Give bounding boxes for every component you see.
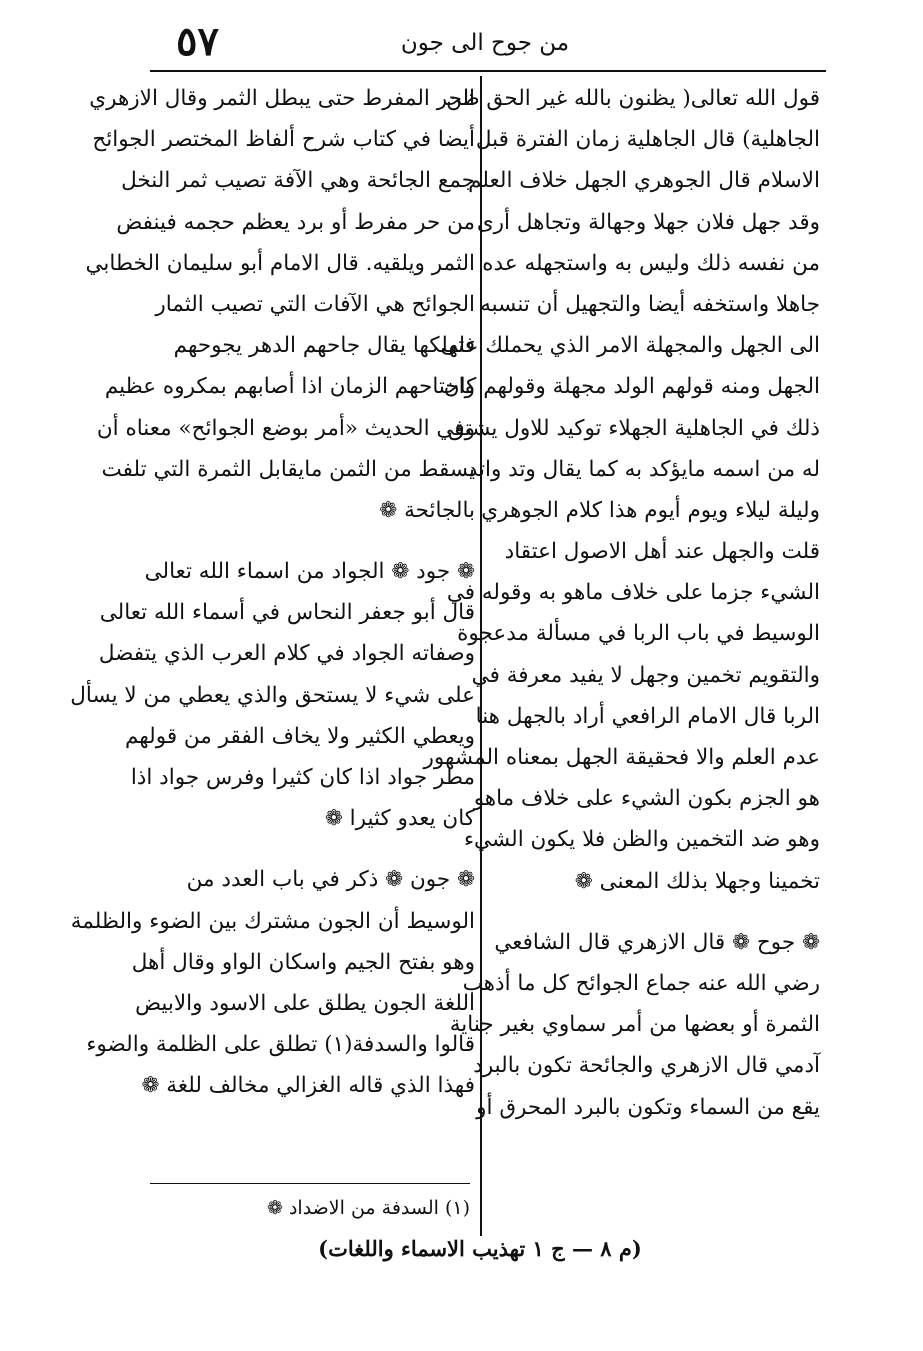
footnote-rule xyxy=(150,1183,470,1184)
text-line: كان يعدو كثيرا ❁ xyxy=(324,806,475,832)
text-line: الاسلام قال الجوهري الجهل خلاف العلم xyxy=(468,168,820,194)
entry-gap xyxy=(140,531,475,551)
text-line: هو الجزم بكون الشيء على خلاف ماهو xyxy=(473,786,820,812)
text-line: وصفاته الجواد في كلام العرب الذي يتفضل xyxy=(98,641,475,667)
text-line: الثمر ويلقيه. قال الامام أبو سليمان الخطابي xyxy=(85,250,475,276)
text-line: وليلة ليلاء ويوم أيوم هذا كلام الجوهري xyxy=(481,497,820,523)
text-line: مطر جواد اذا كان كثيرا وفرس جواد اذا xyxy=(130,765,475,790)
text-line: الجاهلية) قال الجاهلية زمان الفترة قبل xyxy=(475,127,820,153)
text-line: من حر مفرط أو برد يعظم حجمه فينفض xyxy=(116,209,475,235)
text-line: ذلك في الجاهلية الجهلاء توكيد للاول يشتق xyxy=(447,415,820,441)
text-line: ❁ جوح ❁ قال الازهري قال الشافعي xyxy=(494,929,820,955)
text-line: بالجائحة ❁ xyxy=(379,497,475,523)
footnote: (١) السدفة من الاضداد ❁ xyxy=(267,1197,470,1219)
text-line: جمع الجائحة وهي الآفة تصيب ثمر النخل xyxy=(121,168,475,194)
text-line: واجتاحهم الزمان اذا أصابهم بمكروه عظيم xyxy=(104,374,475,400)
text-line: وقد جهل فلان جهلا وجهالة وتجاهل أرى xyxy=(476,209,820,235)
entry-gap xyxy=(486,902,820,922)
text-line: قالوا والسدفة(١) تطلق على الظلمة والضوء xyxy=(86,1032,475,1058)
text-line: عدم العلم والا فحقيقة الجهل بمعناه المشهور xyxy=(423,745,820,770)
text-line: آدمي قال الازهري والجائحة تكون بالبرد xyxy=(473,1053,820,1079)
text-line: فتهلكها يقال جاحهم الدهر يجوحهم xyxy=(173,333,475,359)
text-line: يقع من السماء وتكون بالبرد المحرق أو xyxy=(476,1094,820,1120)
text-line: قال أبو جعفر النحاس في أسماء الله تعالى xyxy=(99,600,475,626)
left-column xyxy=(70,78,475,1168)
column-divider xyxy=(480,76,482,1236)
text-line: الجوائح هي الآفات التي تصيب الثمار xyxy=(155,291,475,317)
text-line: الشيء جزما على خلاف ماهو به وقوله في xyxy=(446,580,820,606)
text-line: ❁ جون ❁ ذكر في باب العدد من xyxy=(186,867,475,893)
text-line: على شيء لا يستحق والذي يعطي من لا يسأل xyxy=(70,682,475,708)
text-line: وفي الحديث «أمر بوضع الجوائح» معناه أن xyxy=(96,415,475,441)
header-rule xyxy=(150,70,826,72)
text-line: الوسيط في باب الربا في مسألة مدعجوة xyxy=(457,621,820,647)
text-line: رضي الله عنه جماع الجوائح كل ما أذهب xyxy=(462,970,820,996)
text-line: والتقويم تخمين وجهل لا يفيد معرفة في xyxy=(471,662,820,688)
text-line: الوسيط أن الجون مشترك بين الضوء والظلمة xyxy=(70,908,475,934)
text-line: من نفسه ذلك وليس به واستجهله عده xyxy=(482,250,820,276)
page-number: ٥٧ xyxy=(176,18,219,65)
text-line: جاهلا واستخفه أيضا والتجهيل أن تنسبه xyxy=(480,291,820,317)
text-line: قلت والجهل عند أهل الاصول اعتقاد xyxy=(504,539,820,565)
text-line: الجهل ومنه قولهم الولد مجهلة وقولهم كان xyxy=(443,374,820,400)
text-line: له من اسمه مايؤكد به كما يقال وتد واتد xyxy=(467,456,820,482)
text-line: يسقط من الثمن مايقابل الثمرة التي تلفت xyxy=(101,456,475,482)
text-line: الثمرة أو بعضها من أمر سماوي بغير جناية xyxy=(449,1012,820,1038)
text-line: أيضا في كتاب شرح ألفاظ المختصر الجوائح xyxy=(92,127,475,153)
page-header-title: من جوح الى جون xyxy=(400,30,570,56)
text-line: وهو بفتح الجيم واسكان الواو وقال أهل xyxy=(131,949,475,975)
text-line: فهذا الذي قاله الغزالي مخالف للغة ❁ xyxy=(141,1073,475,1099)
text-line: الى الجهل والمجهلة الامر الذي يحملك على xyxy=(440,333,820,359)
text-line: تخمينا وجهلا بذلك المعنى ❁ xyxy=(574,868,820,894)
printer-signature: (م ٨ — ج ١ تهذيب الاسماء واللغات) xyxy=(318,1236,642,1261)
entry-gap xyxy=(140,839,475,859)
text-line: وهو ضد التخمين والظن فلا يكون الشيء xyxy=(463,827,820,853)
text-line: ويعطي الكثير ولا يخاف الفقر من قولهم xyxy=(124,723,475,749)
text-line: اللغة الجون يطلق على الاسود والابيض xyxy=(135,990,475,1016)
text-line: ❁ جود ❁ الجواد من اسماء الله تعالى xyxy=(144,559,475,585)
text-line: قول الله تعالى( يظنون بالله غير الحق ظن xyxy=(446,86,820,111)
text-line: الحر المفرط حتى يبطل الثمر وقال الازهري xyxy=(89,86,475,111)
text-line: الربا قال الامام الرافعي أراد بالجهل هنا xyxy=(475,703,820,729)
